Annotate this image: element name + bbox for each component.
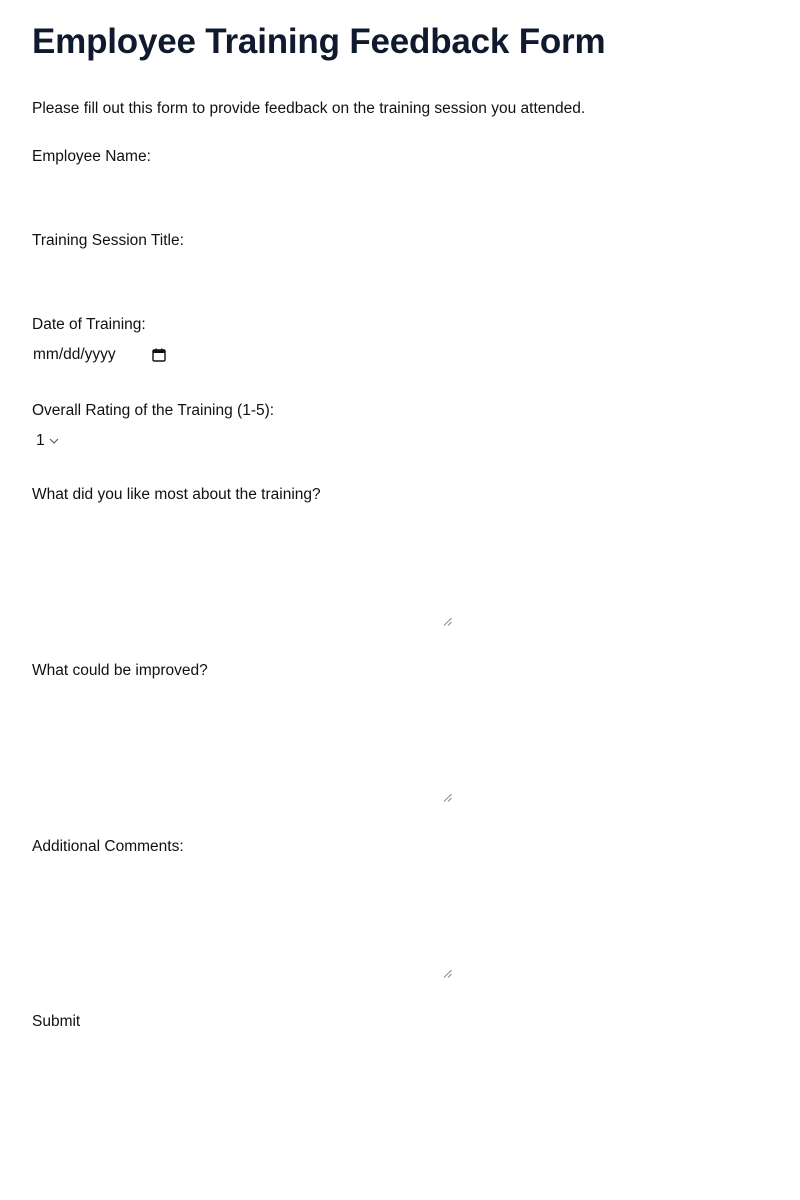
improvements-label: What could be improved?	[32, 662, 208, 679]
resize-handle-icon[interactable]	[443, 613, 452, 622]
rating-selected-value: 1	[36, 432, 45, 449]
page-title: Employee Training Feedback Form	[32, 22, 606, 61]
additional-comments-container	[32, 874, 452, 974]
overall-rating-select[interactable]	[36, 430, 59, 452]
training-date-label: Date of Training:	[32, 316, 146, 333]
session-title-label: Training Session Title:	[32, 232, 184, 249]
improvements-textarea[interactable]	[32, 698, 452, 798]
submit-button[interactable]: Submit	[32, 1013, 81, 1030]
training-date-input[interactable]	[33, 344, 173, 366]
improvements-container	[32, 698, 452, 798]
liked-most-label: What did you like most about the training?	[32, 486, 321, 503]
employee-name-input[interactable]	[32, 176, 332, 200]
date-placeholder: mm/dd/yyyy	[33, 346, 116, 363]
liked-most-textarea[interactable]	[32, 522, 452, 622]
chevron-down-icon	[49, 436, 59, 446]
overall-rating-label: Overall Rating of the Training (1-5):	[32, 402, 275, 419]
form-intro: Please fill out this form to provide feedback on the training session you attended.	[32, 100, 586, 117]
calendar-icon[interactable]	[151, 348, 166, 363]
liked-most-container	[32, 522, 452, 622]
session-title-input[interactable]	[32, 260, 332, 284]
resize-handle-icon[interactable]	[443, 965, 452, 974]
employee-name-label: Employee Name:	[32, 148, 151, 165]
resize-handle-icon[interactable]	[443, 789, 452, 798]
additional-comments-label: Additional Comments:	[32, 838, 184, 855]
additional-comments-textarea[interactable]	[32, 874, 452, 974]
